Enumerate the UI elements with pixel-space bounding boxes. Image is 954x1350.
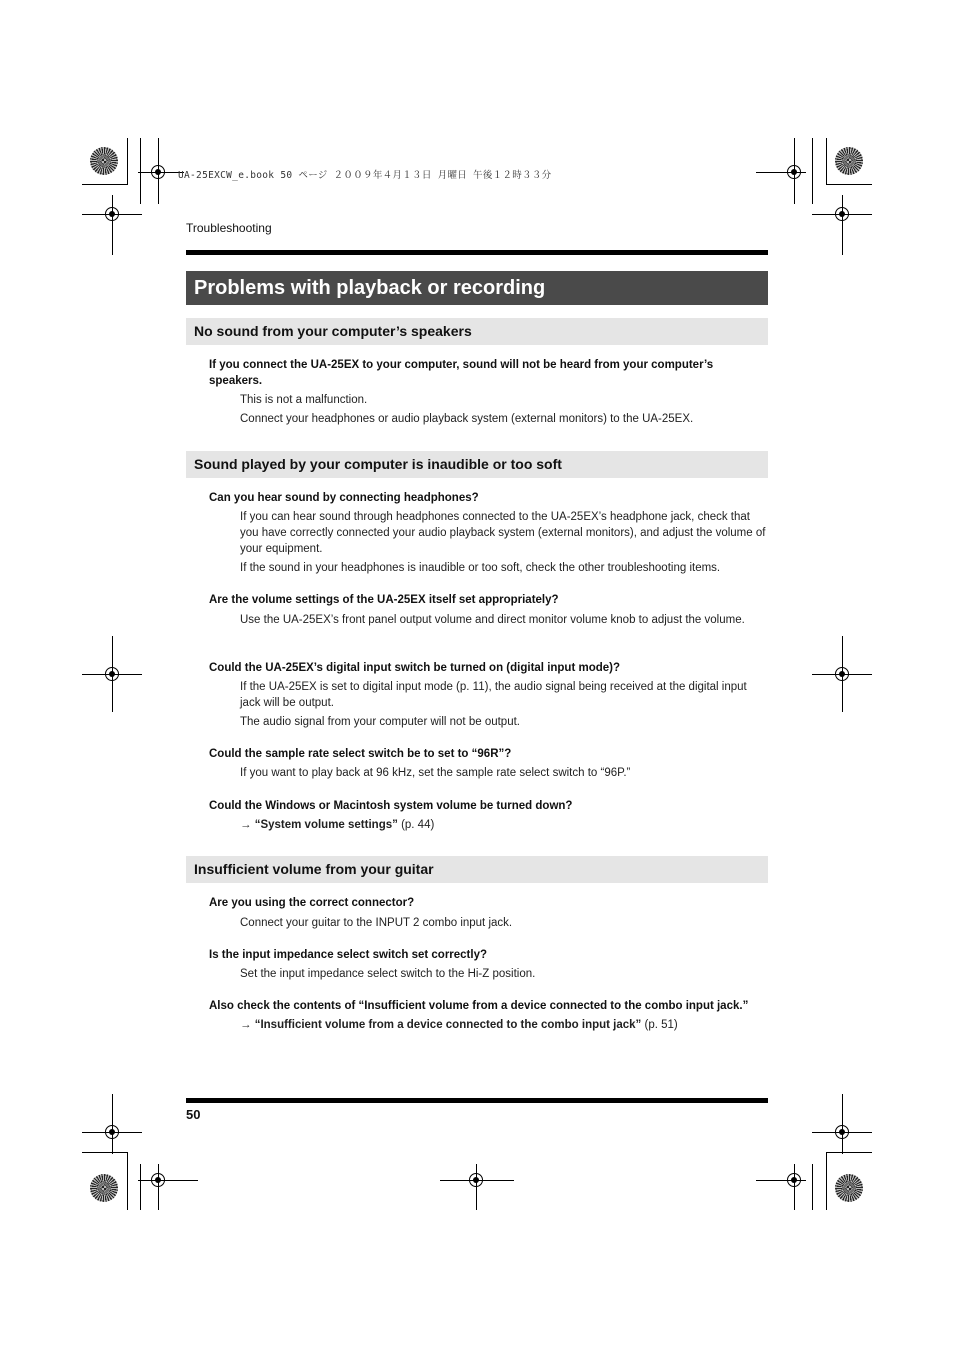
section-heading-inaudible: Sound played by your computer is inaudible or too soft [186, 451, 768, 478]
cross-reference-title[interactable]: “System volume settings” [254, 819, 398, 831]
cross-reference-link[interactable] [240, 1017, 766, 1033]
registration-mark-icon [835, 667, 849, 681]
page-title: Problems with playback or recording [186, 271, 768, 305]
question: Could the sample rate select switch be to set to “96R”? [209, 748, 512, 760]
print-slug: UA-25EXCW_e.book 50 ページ ２００９年４月１３日 月曜日 午後１２時３３分 [178, 170, 552, 181]
registration-mark-icon [835, 1125, 849, 1139]
question: If you connect the UA-25EX to your computer, sound will not be heard from your computer’s speakers. [209, 359, 714, 387]
answer: Use the UA-25EX’s front panel output volume and direct monitor volume knob to adjust the volume. [240, 614, 745, 626]
answer: The audio signal from your computer will not be output. [240, 716, 520, 728]
question: Could the Windows or Macintosh system volume be turned down? [209, 800, 573, 812]
registration-mark-icon [105, 667, 119, 681]
registration-mark-icon [787, 1173, 801, 1187]
answer: If the UA-25EX is set to digital input mode (p. 11), the audio signal being received at the digital input jack will be output. [240, 681, 747, 709]
answer: If you want to play back at 96 kHz, set the sample rate select switch to “96P.” [240, 767, 631, 779]
registration-mark-icon [835, 207, 849, 221]
question: Are you using the correct connector? [209, 897, 415, 909]
registration-mark-icon [787, 165, 801, 179]
color-rosette-icon [90, 147, 118, 175]
section-heading-guitar: Insufficient volume from your guitar [186, 856, 768, 883]
color-rosette-icon [835, 1174, 863, 1202]
color-rosette-icon [835, 147, 863, 175]
arrow-icon: → [240, 1019, 252, 1031]
answer: This is not a malfunction. [240, 394, 368, 406]
question: Are the volume settings of the UA-25EX itself set appropriately? [209, 594, 559, 606]
arrow-icon: → [240, 819, 252, 831]
running-head: Troubleshooting [186, 221, 272, 235]
answer: If the sound in your headphones is inaudible or too soft, check the other troubleshooting items. [240, 562, 721, 574]
question: Is the input impedance select switch set correctly? [209, 949, 488, 961]
cross-reference-link[interactable] [240, 817, 766, 833]
question: Could the UA-25EX’s digital input switch be turned on (digital input mode)? [209, 662, 621, 674]
page-number: 50 [186, 1107, 201, 1122]
top-rule [186, 250, 768, 255]
registration-mark-icon [105, 1125, 119, 1139]
question: Can you hear sound by connecting headphones? [209, 492, 479, 504]
bottom-rule [186, 1098, 768, 1103]
registration-mark-icon [151, 1173, 165, 1187]
answer: If you can hear sound through headphones connected to the UA-25EX’s headphone jack, check that you have correctly connected your audio playback system (external monitors), and adjust the volume of your equipment. [240, 511, 766, 555]
question: Also check the contents of “Insufficient volume from a device connected to the combo input jack.” [209, 1000, 749, 1012]
answer: Connect your headphones or audio playback system (external monitors) to the UA-25EX. [240, 413, 694, 425]
registration-mark-icon [105, 207, 119, 221]
section-heading-no-sound: No sound from your computer’s speakers [186, 318, 768, 345]
registration-mark-icon [151, 165, 165, 179]
cross-reference-page: (p. 51) [644, 1019, 678, 1031]
color-rosette-icon [90, 1174, 118, 1202]
answer: Set the input impedance select switch to the Hi-Z position. [240, 968, 536, 980]
cross-reference-title[interactable]: “Insufficient volume from a device connected to the combo input jack” [254, 1019, 642, 1031]
registration-mark-icon [469, 1173, 483, 1187]
answer: Connect your guitar to the INPUT 2 combo input jack. [240, 917, 513, 929]
cross-reference-page: (p. 44) [401, 819, 435, 831]
